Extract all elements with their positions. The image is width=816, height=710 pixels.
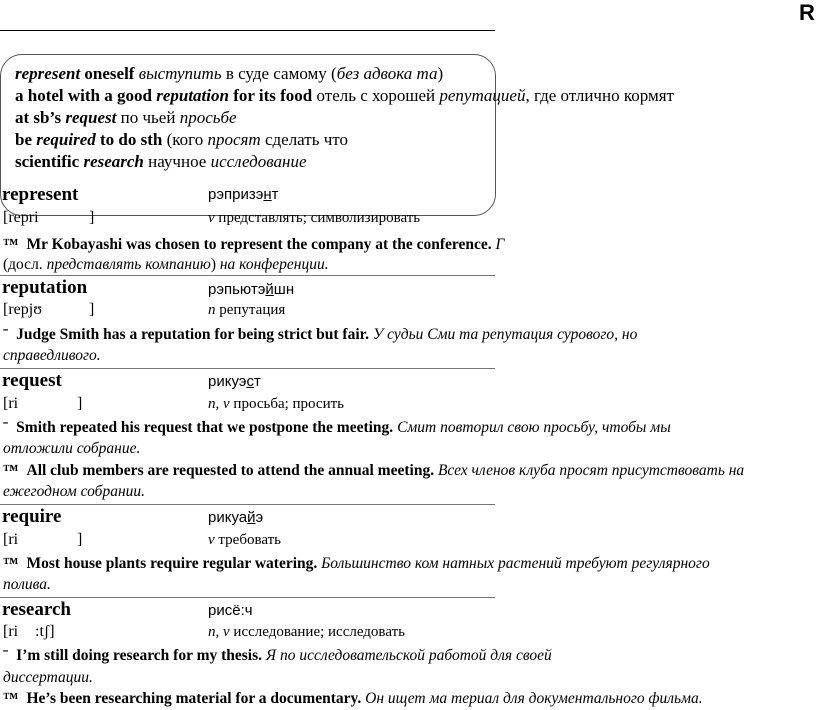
entry-ipa <box>3 301 95 319</box>
entry-ipa <box>3 531 83 549</box>
example-russian-cont: справедливого. <box>3 347 101 364</box>
entry-headword: request <box>2 370 62 391</box>
entry-ipa <box>3 209 95 227</box>
pron-stress: н <box>263 186 272 203</box>
example-russian-cont: полива. <box>3 576 51 593</box>
phrase-part: to do sth <box>95 130 167 149</box>
phrase-part: просьбе <box>179 108 237 127</box>
example-line <box>3 553 710 575</box>
example-note-italic: представлять компанию <box>46 256 211 273</box>
example-russian: Большинство ком натных растений требуют регулярного <box>317 555 710 572</box>
phrase-line <box>15 152 306 172</box>
example-continuation <box>3 438 140 460</box>
pron-part: шн <box>273 281 295 298</box>
example-bullet-icon: ™ <box>3 690 19 707</box>
phrase-part: просят <box>207 130 265 149</box>
example-russian: Я по исследовательской работой для своей <box>262 647 552 664</box>
example-line <box>3 645 552 667</box>
example-russian-cont: ежегодном собрании. <box>3 483 146 500</box>
entry-gloss <box>208 396 344 413</box>
pron-part: т <box>253 373 261 390</box>
entry-gloss <box>208 210 420 227</box>
entry-gloss <box>208 302 285 319</box>
pron-part: рисё:ч <box>208 602 253 619</box>
entry-pronunciation <box>208 602 253 619</box>
entry-pronunciation <box>208 186 279 203</box>
entry-separator <box>0 597 495 598</box>
gloss-text: требовать <box>214 532 281 548</box>
example-russian-cont: диссертации. <box>3 669 93 686</box>
phrase-part: научное <box>143 152 211 171</box>
example-line <box>3 460 744 482</box>
phrase-part: research <box>83 152 144 171</box>
phrase-part: oneself <box>80 64 139 83</box>
phrase-part: represent <box>15 64 81 83</box>
example-bullet-icon: ˉ <box>3 647 9 664</box>
page-letter: R <box>799 0 815 25</box>
phrase-part: (кого <box>166 130 208 149</box>
phrase-line <box>15 108 237 128</box>
entry-separator <box>0 504 495 505</box>
entry-headword: represent <box>2 184 79 205</box>
entry-ipa <box>3 395 83 413</box>
phrase-part: отель с хорошей <box>316 86 440 105</box>
pron-stress: й <box>247 509 256 526</box>
gloss-text: представлять; символизировать <box>214 210 421 226</box>
entry-separator <box>0 275 495 276</box>
pron-part: т <box>271 186 279 203</box>
example-bullet-icon: ˉ <box>3 419 9 436</box>
pron-part: э <box>255 509 264 526</box>
example-continuation <box>3 254 329 276</box>
phrase-part: reputation <box>156 86 229 105</box>
ipa-close: ] <box>77 395 83 412</box>
example-english: Most house plants require regular watering. <box>26 555 318 572</box>
example-english: Judge Smith has a reputation for being strict but fair. <box>16 326 369 343</box>
part-of-speech: n <box>208 302 216 318</box>
ipa-open: [repri <box>3 209 39 226</box>
ipa-open: [ri <box>3 623 19 640</box>
pron-part: рэпризэ <box>208 186 264 203</box>
gloss-text: репутация <box>215 302 286 318</box>
entry-ipa <box>3 623 55 641</box>
entry-pronunciation <box>208 281 294 298</box>
example-bullet-icon: ˉ <box>3 326 9 343</box>
example-english: Smith repeated his request that we postpone the meeting. <box>16 419 394 436</box>
example-note: (досл. <box>3 256 47 273</box>
entry-headword: research <box>2 599 71 620</box>
pron-stress: с <box>246 373 254 390</box>
example-english: Mr Kobayashi was chosen to represent the company at the conference. <box>26 236 492 253</box>
entry-gloss <box>208 624 405 641</box>
phrase-part: required <box>36 130 96 149</box>
ipa-close: ] <box>77 531 83 548</box>
example-english: I’m still doing research for my thesis. <box>16 647 263 664</box>
part-of-speech: v <box>208 210 215 226</box>
pron-part: рикуа <box>208 509 248 526</box>
example-line <box>3 417 671 439</box>
ipa-close: ] <box>89 209 95 226</box>
entry-pronunciation <box>208 509 263 526</box>
ipa-close: :tʃ] <box>35 623 55 640</box>
ipa-close: ] <box>89 301 95 318</box>
example-english: All club members are requested to attend the annual meeting. <box>26 462 435 479</box>
example-note: ) <box>210 256 220 273</box>
example-line <box>3 324 637 346</box>
phrase-part: исследование <box>210 152 307 171</box>
example-english: He’s been researching material for a documentary. <box>26 690 362 707</box>
entry-separator <box>0 368 495 369</box>
entry-headword: require <box>2 506 62 527</box>
phrase-part: be <box>15 130 37 149</box>
entry-pronunciation <box>208 373 261 390</box>
phrase-part: , где отлично кормят <box>525 86 674 105</box>
top-rule <box>0 30 495 31</box>
example-russian: Смит повторил свою просьбу, чтобы мы <box>393 419 671 436</box>
phrase-part: в суде самому ( <box>221 64 337 83</box>
example-note-italic: на конференции. <box>219 256 329 273</box>
example-russian: У судьи Сми та репутация сурового, но <box>368 326 638 343</box>
example-continuation <box>3 345 101 367</box>
example-line <box>3 688 703 710</box>
part-of-speech: v <box>208 532 215 548</box>
ipa-open: [ri <box>3 395 19 412</box>
example-bullet-icon: ™ <box>3 555 19 572</box>
example-russian: Г <box>491 236 505 253</box>
example-continuation <box>3 667 93 689</box>
part-of-speech: n, v <box>208 396 230 412</box>
phrase-part: request <box>65 108 117 127</box>
pron-part: рэпьютэ <box>208 281 266 298</box>
phrase-part: for its food <box>228 86 317 105</box>
phrase-line <box>15 64 443 84</box>
example-continuation <box>3 574 51 596</box>
example-bullet-icon: ™ <box>3 236 19 253</box>
phrase-line <box>15 130 348 150</box>
gloss-text: исследование; исследовать <box>229 624 405 640</box>
phrase-part: по чьей <box>116 108 180 127</box>
example-russian: Он ищет ма териал для документального фильма. <box>361 690 703 707</box>
entry-headword: reputation <box>2 277 88 298</box>
example-bullet-icon: ™ <box>3 462 19 479</box>
phrase-part: без адвока та <box>336 64 438 83</box>
gloss-text: просьба; просить <box>229 396 345 412</box>
pron-part: рикуэ <box>208 373 247 390</box>
pron-stress: й <box>265 281 274 298</box>
ipa-open: [repjʊ <box>3 301 42 318</box>
example-russian: Всех членов клуба просят присутствовать на <box>434 462 745 479</box>
phrase-part: выступить <box>138 64 222 83</box>
phrase-part: scientific <box>15 152 84 171</box>
phrase-part: at sb’s <box>15 108 66 127</box>
phrase-part: сделать что <box>264 130 348 149</box>
phrase-part: репутацией <box>439 86 526 105</box>
phrase-part: ) <box>437 64 444 83</box>
phrase-part: a hotel with a good <box>15 86 157 105</box>
example-continuation <box>3 481 145 503</box>
entry-gloss <box>208 532 281 549</box>
phrase-line <box>15 86 674 106</box>
ipa-open: [ri <box>3 531 19 548</box>
example-russian-cont: отложили собрание. <box>3 440 141 457</box>
part-of-speech: n, v <box>208 624 230 640</box>
example-line <box>3 234 504 256</box>
